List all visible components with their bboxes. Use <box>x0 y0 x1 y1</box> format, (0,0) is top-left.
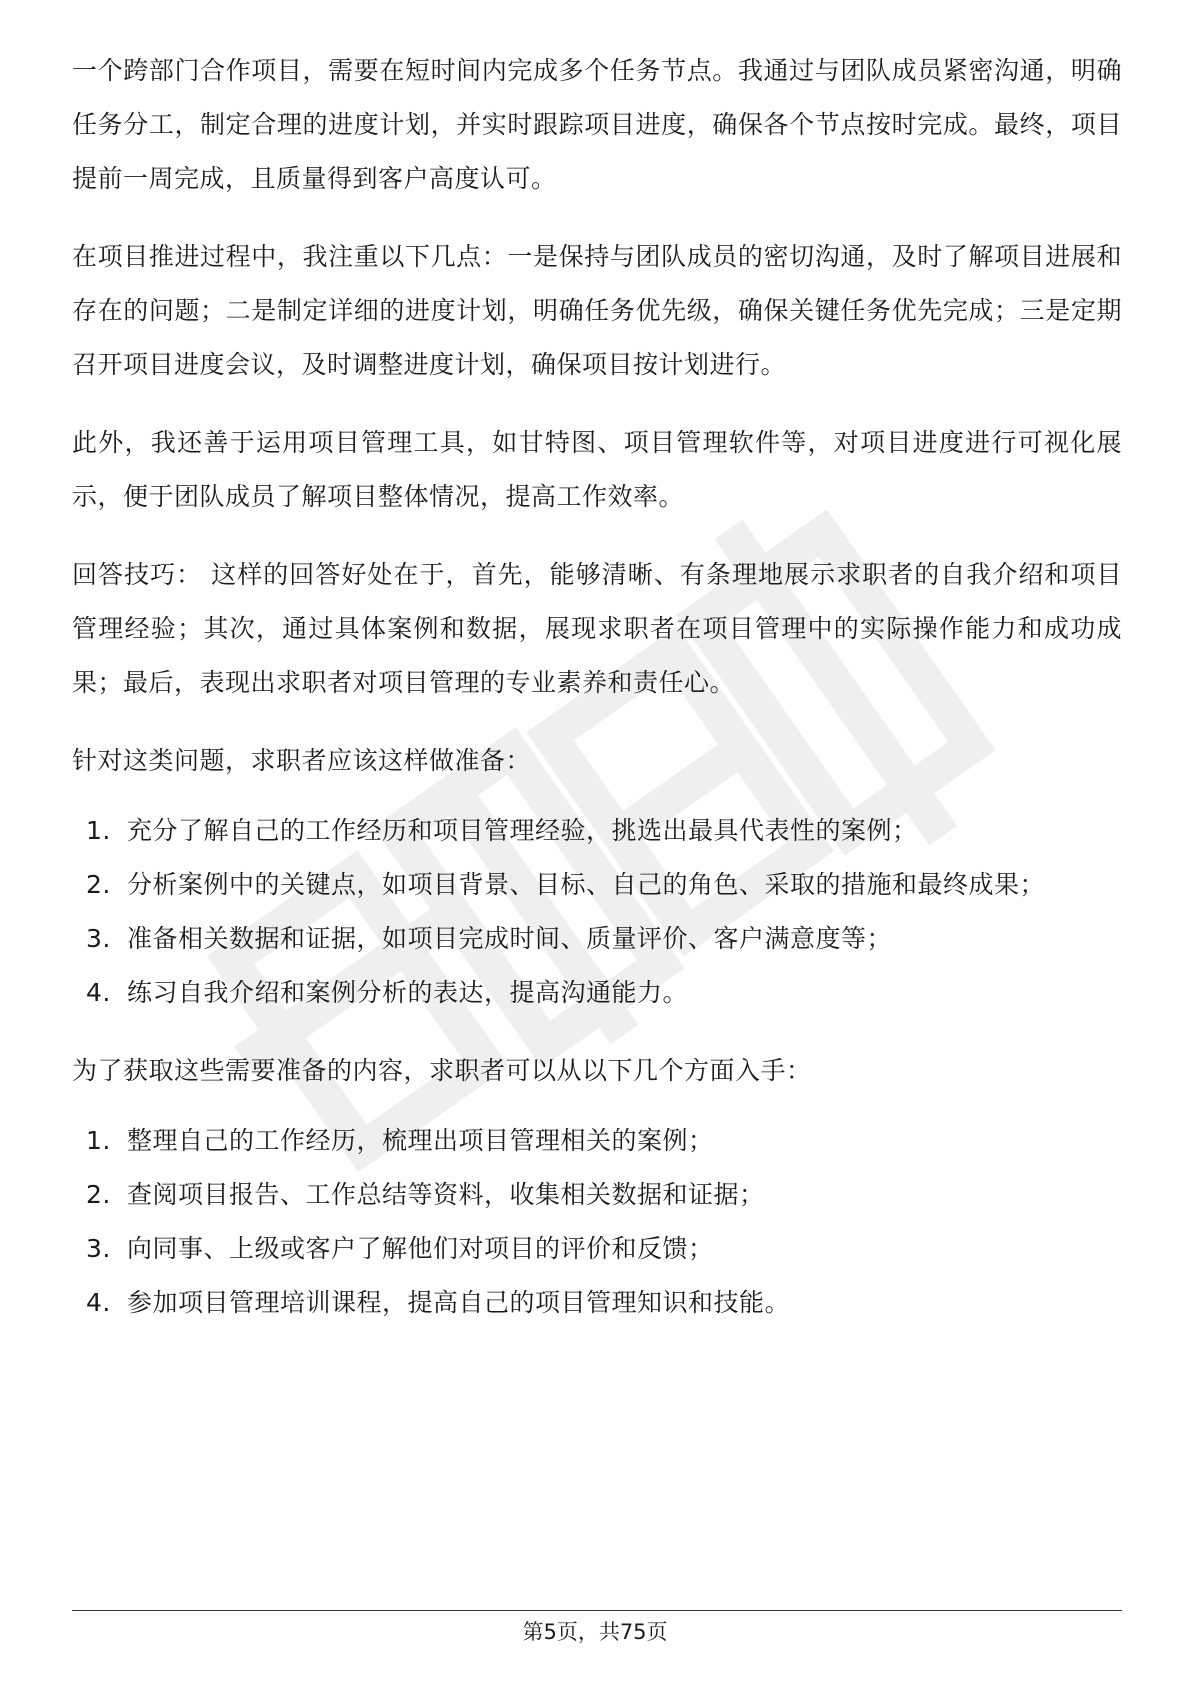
paragraph-answer-tips: 回答技巧： 这样的回答好处在于，首先，能够清晰、有条理地展示求职者的自我介绍和项目管理经验；其次，通过具体案例和数据，展现求职者在项目管理中的实际操作能力和成功成果；最后，表现出求职者对项目管理的专业素养和责任心。 <box>72 560 1122 697</box>
paragraph-project-case: 一个跨部门合作项目，需要在短时间内完成多个任务节点。我通过与团队成员紧密沟通，明确任务分工，制定合理的进度计划，并实时跟踪项目进度，确保各个节点按时完成。最终，项目提前一周完成，且质量得到客户高度认可。 <box>72 56 1122 193</box>
list-item-text: 向同事、上级或客户了解他们对项目的评价和反馈； <box>127 1234 714 1263</box>
document-body <box>72 44 1122 1354</box>
list-number: 2. <box>86 1180 111 1209</box>
list-item <box>72 1114 1122 1168</box>
list-number: 3. <box>86 1234 111 1263</box>
preparation-intro: 针对这类问题，求职者应该这样做准备： <box>72 746 532 775</box>
list-item-text: 准备相关数据和证据，如项目完成时间、质量评价、客户满意度等； <box>127 924 893 953</box>
preparation-list <box>72 804 1122 1020</box>
paragraph-tools: 此外，我还善于运用项目管理工具，如甘特图、项目管理软件等，对项目进度进行可视化展示，便于团队成员了解项目整体情况，提高工作效率。 <box>72 428 1122 511</box>
list-item-text: 练习自我介绍和案例分析的表达，提高沟通能力。 <box>127 978 689 1007</box>
list-number: 1. <box>86 1126 111 1155</box>
list-item <box>72 804 1122 858</box>
page-number: 第5页，共75页 <box>522 1620 668 1644</box>
list-item <box>72 1222 1122 1276</box>
list-item-text: 整理自己的工作经历，梳理出项目管理相关的案例； <box>127 1126 714 1155</box>
list-number: 3. <box>86 924 111 953</box>
list-item-text: 参加项目管理培训课程，提高自己的项目管理知识和技能。 <box>127 1288 791 1317</box>
paragraph-key-points: 在项目推进过程中，我注重以下几点：一是保持与团队成员的密切沟通，及时了解项目进展和存在的问题；二是制定详细的进度计划，明确任务优先级，确保关键任务优先完成；三是定期召开项目进度会议，及时调整进度计划，确保项目按计划进行。 <box>72 242 1122 379</box>
list-item <box>72 912 1122 966</box>
list-number: 4. <box>86 978 111 1007</box>
sources-intro: 为了获取这些需要准备的内容，求职者可以从以下几个方面入手： <box>72 1056 812 1085</box>
list-item <box>72 1168 1122 1222</box>
list-number: 1. <box>86 816 111 845</box>
list-item-text: 查阅项目报告、工作总结等资料，收集相关数据和证据； <box>127 1180 765 1209</box>
list-item <box>72 1276 1122 1330</box>
list-item-text: 充分了解自己的工作经历和项目管理经验，挑选出最具代表性的案例； <box>127 816 918 845</box>
list-number: 4. <box>86 1288 111 1317</box>
footer-divider <box>72 1610 1122 1611</box>
list-number: 2. <box>86 870 111 899</box>
list-item-text: 分析案例中的关键点，如项目背景、目标、自己的角色、采取的措施和最终成果； <box>127 870 1046 899</box>
list-item <box>72 966 1122 1020</box>
list-item <box>72 858 1122 912</box>
sources-list <box>72 1114 1122 1330</box>
